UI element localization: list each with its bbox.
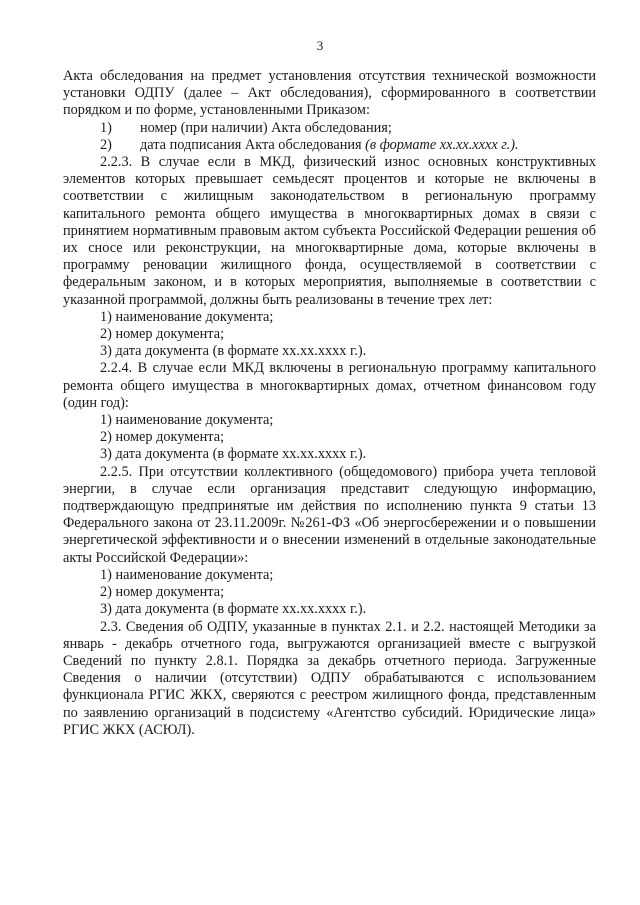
list-item: 1) наименование документа;: [100, 566, 274, 583]
paragraph-2-2-5: 2.2.5. При отсутствии коллективного (общедомового) прибора учета тепловой энергии, в случае если организация представит следующую информацию, подтверждающую предпринятые им действия по исполнению пункта 9 статьи 13 Федерального закона от 23.11.2009г. №261-ФЗ «Об энергосбережении и о повышении энергетической эффективности и о внесении изменений в отдельные законодательные акты Российской Федерации»:: [63, 463, 596, 566]
list-item: 1) наименование документа;: [100, 412, 274, 429]
paragraph-2-2-3: 2.2.3. В случае если в МКД, физический износ основных конструктивных элементов которых превышает семьдесят процентов и которые не включены в соответствии с жилищным законодательством в региональную программу капитального ремонта общего имущества в многоквартирных домах в связи с принятием нормативным правовым актом субъекта Российской Федерации решения об их сносе или реконструкции, на многоквартирные дома, которые включены в программу реновации жилищного фонда, осуществляемой в соответствии с федеральным законом, и в которых мероприятия, выполняемые в соответствии с указанной программой, должны быть реализованы в течение трех лет:: [63, 154, 596, 308]
list-item-text: [140, 137, 596, 154]
paragraph-2-3: 2.3. Сведения об ОДПУ, указанные в пунктах 2.1. и 2.2. настоящей Методики за январь - декабрь отчетного года, выгружаются организацией вместе с выгрузкой Сведений по пункту 2.8.1. Порядка за декабрь отчетного периода. Загруженные Сведения о наличии (отсутствии) ОДПУ обрабатываются с использованием функционала РГИС ЖКХ, сверяются с реестром жилищного фонда, представленным по заявлению организаций в подсистему «Агентство субсидий. Юридические лица» РГИС ЖКХ (АСЮЛ).: [63, 618, 596, 738]
paragraph-intro: Акта обследования на предмет установления отсутствия технической возможности установки ОДПУ (далее – Акт обследования), сформированного в соответствии порядком и по форме, установленными Приказом:: [63, 68, 596, 119]
page-number: 3: [316, 38, 324, 53]
date-format-note: (в формате xx.xx.xxxx г.).: [365, 136, 519, 153]
list-item: 3) дата документа (в формате xx.xx.xxxx г.).: [100, 601, 367, 618]
list-item: 2) номер документа;: [100, 584, 225, 601]
list-item-text: номер (при наличии) Акта обследования;: [140, 119, 392, 136]
list-item: 2) номер документа;: [100, 429, 225, 446]
paragraph-2-2-4: 2.2.4. В случае если МКД включены в региональную программу капитального ремонта общего имущества в многоквартирных домах, отчетном финансовом году (один год):: [63, 360, 596, 411]
list-item-text-main: дата подписания Акта обследования: [140, 136, 362, 153]
document-body: [63, 68, 596, 739]
list-item: 2) номер документа;: [100, 326, 225, 343]
list-item-number: 2): [100, 136, 112, 153]
list-item: 1) наименование документа;: [100, 308, 274, 325]
list-item: [63, 137, 596, 154]
list-item: 3) дата документа (в формате xx.xx.xxxx г.).: [100, 343, 367, 360]
list-item: [63, 120, 596, 137]
list-item-number: 1): [100, 119, 112, 136]
list-item: 3) дата документа (в формате xx.xx.xxxx г.).: [100, 446, 367, 463]
